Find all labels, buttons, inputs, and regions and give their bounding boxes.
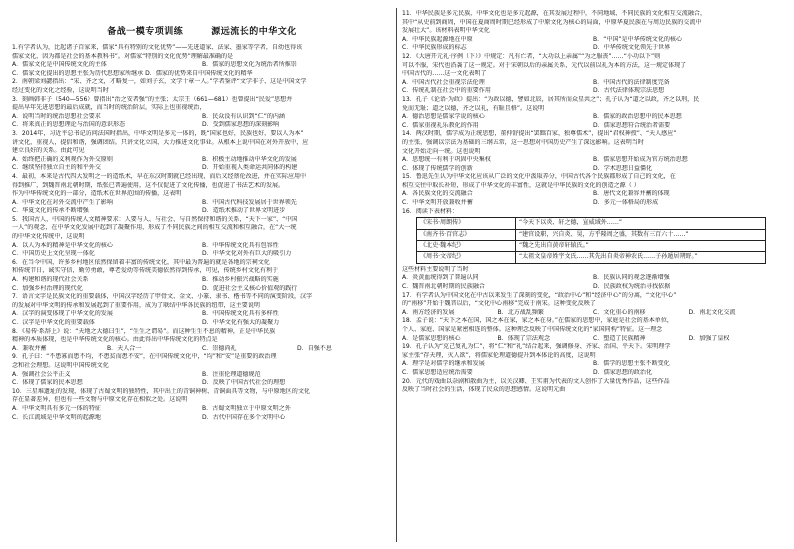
option-row	[12, 242, 392, 251]
question-line: 一人”的观念，在中华文化发展中起到了凝聚作用，形成了不同民族之间的相互交流和相互融合，在“大一统	[12, 224, 297, 232]
answer-option: B．“中国”是中华传统文化的核心	[593, 35, 683, 43]
option-row	[12, 250, 392, 259]
answer-option: C．崇德尚礼	[202, 344, 237, 352]
question-line: C．儒家文化提出的思想主张为历代思想家所继承 D．儒家的优势来自中国传统文化的精华	[12, 69, 253, 77]
question-line: 提出早年先进思想的最后成就，而当时的统治阶层，实际上也重视统治，	[12, 104, 206, 112]
answer-option: D．古代法律体现宗法思想	[593, 87, 665, 95]
question-line: 1.有学者认为，比起诸子百家来，儒家“具有特别的文化优势”——先进道家、法家、墨家等学者，自幼也得该	[12, 44, 303, 51]
question-line: 的中华文化传统中，这说明	[12, 233, 85, 241]
answer-option: B．中国古代科技发展居于世界领先	[202, 198, 297, 206]
table-row	[417, 229, 766, 240]
question-line: 其中“从史前到商周，中国在夏商周时期已经形成了中原文化为核心的局面，中原华夏民族在与周边民族的交流中	[402, 18, 702, 26]
option-row	[402, 122, 784, 131]
answer-option: B．体现了宗法观念	[497, 334, 551, 342]
answer-option: B．积极主动地推动中华文化的发展	[202, 155, 297, 163]
question-line: 的发展对中华文明的传承和发展起到了重要作用，成为了联结中华各民族的纽带，这主要说明	[12, 301, 260, 309]
answer-option: A．德治思想是儒家学说的核心	[402, 113, 485, 121]
answer-option: C．汉字是中华文化的重要载体	[12, 319, 95, 326]
question-line: 6．在当今中国，许多乡村地区依然保留着丰富的传统文化，其中最为普遍的就是各地的宗祠文化	[12, 258, 270, 266]
answer-option: A．构建和谐的现代社会关系	[12, 276, 89, 284]
question-line: 可以不服，宋代也沿袭了这一规定。对于宋朝以后的亲属关系，元代以前以礼为本的方法，这一规定体现了	[402, 61, 687, 69]
title-sub: 源远流长的中华文化	[211, 27, 297, 37]
source-title-cell: 《北史·魏本纪》	[417, 241, 516, 252]
answer-option: C．塑造了民族精神	[593, 334, 646, 342]
option-row	[402, 283, 784, 292]
source-quote-cell: “太祖文皇帝姓宇文氏……其先出自炎帝神农氏……子孙遁居朔野。”	[516, 252, 766, 263]
question-line: 2．南朝梁刘勰指出：“宋、齐之文，才略复一，如刘子玄，文学十章一人。”学者鉴评“文学非子、这是中国文学	[12, 78, 307, 86]
answer-option: C．加强乡村治理的现代化	[12, 284, 83, 292]
source-title-cell: 《南齐书·百官志》	[417, 229, 516, 240]
answer-option: C．中华文明开放兼收并蓄	[402, 199, 473, 207]
answer-option: B．中国古代的法律制度完备	[593, 78, 670, 86]
option-row	[12, 379, 392, 388]
answer-option: B．儒家的思想文化为统治者所推崇	[202, 61, 297, 69]
question-line: 3．刻画韩非子（540—556）曾指出“治之安者强”的主张；太宗王（661—681）也曾提出“民爱”思想并	[12, 95, 293, 103]
answer-option: A．儒家文化是中国传统文化的主体	[12, 61, 107, 69]
answer-option: A．中华文明具有多元一体的特征	[12, 404, 101, 412]
question-line: 免而无耻；道之以德，齐之以礼，有耻且格”。这说明	[402, 104, 545, 112]
question-line: 文化开始走向一统。这也说明	[402, 147, 481, 155]
option-row	[402, 87, 784, 96]
answer-option: B．推动乡村振兴战略的实施	[202, 276, 279, 284]
answer-option: D．中华文化有强大的凝聚力	[202, 319, 280, 326]
answer-option: B．唐代文化兼容并蓄的体现	[593, 190, 670, 198]
left-column	[12, 10, 392, 422]
table-row	[417, 241, 766, 252]
page-title	[12, 26, 392, 38]
question-line: 和传统节日，诚实守信，勤劳勇敢，尊老爱幼等传统美德依然得到传承，可见，传统乡村文化有利于	[12, 267, 279, 275]
option-row	[12, 414, 392, 423]
question-line: 11．中华民族是多元民族，中华文化也是多元起源，在其发展过程中，不同地域、不同民族的文化相互交流融合，	[402, 10, 706, 17]
option-row	[12, 310, 392, 319]
option-row	[402, 36, 784, 45]
answer-option: B．中国传统文化具有多样性	[202, 310, 279, 318]
answer-option: D．中华传统文化领先于世界	[593, 44, 671, 52]
question-line: 念和社会理想。这说明中国传统文化	[12, 361, 109, 369]
answer-option: C．中国历史上文化呈现一体化	[12, 250, 95, 258]
option-row	[12, 345, 392, 354]
question-line: 15．鲁迅先生认为中华文化应该从广泛的文化中汲取养分，中国古代各个民族都形成了自己的文化，在	[402, 173, 676, 181]
question-line: 12．《大唐开元礼·序例（下）》中规定：凡有亡者，“大功以上亲属”“为之服丧”……“小功以下”则	[402, 52, 661, 60]
answer-option: D．儒家思想符合统治者需要	[593, 121, 671, 129]
answer-option: D．受到儒家思想的深刻影响	[202, 121, 280, 129]
answer-option: D．自强不息	[297, 344, 332, 352]
option-row	[12, 121, 392, 130]
answer-option: B．儒家的政治思想中的民本思想	[593, 113, 682, 121]
answer-option: C．长江流域是中华文明的起源地	[12, 413, 101, 421]
option-row	[402, 309, 784, 318]
question-line: 的“南移”开始于魏晋以后，“文化中心南移”完成于南宋。这种变化反映了	[402, 300, 596, 308]
answer-option: A．南方经济的发展	[402, 308, 455, 316]
answer-option: A．以人为本的精神是中华文化的核心	[12, 241, 113, 249]
source-quote-cell: “建官设职，兴自炎、昊，方乎隆周之盛，其数有三百六十……”	[516, 229, 766, 240]
option-row	[12, 164, 392, 173]
question-line: 17．有学者认为中国文化在中古以来发生了深刻的变化，“政治中心”和“经济中心”的分离，“文化中心”	[402, 291, 677, 299]
question-line: 相互交往中取长补短，形成了中华文化的丰富性，这就是中华民族的文化的创造之源（ ）	[402, 181, 640, 189]
question-line: 8．《易传·系辞上》说：“天地之大德曰生”，“生生之谓易”。而这种生生不息的精神，正是中华民族	[12, 327, 276, 335]
answer-option: A．中华文化在对外交流中产生了影响	[12, 198, 113, 206]
option-row	[12, 207, 392, 216]
option-row	[402, 190, 784, 199]
option-row	[12, 405, 392, 414]
question-line: 14．两汉时期，儒学成为正统思想，董仲舒提出“罢黜百家，独尊儒术”，提出“君权神授”、“天人感应”	[402, 130, 677, 138]
answer-option: B．古蜀文明独立于中原文明之外	[202, 404, 291, 412]
answer-option: A．理学是对儒学的继承和发展	[402, 360, 485, 368]
answer-option: D．南北文化交流	[688, 308, 736, 316]
answer-option: A．说明当时的统治思想社会要求	[12, 112, 101, 120]
question-line: 儒家文化，因为都是社会的基本教科书”。对儒家“特别的文化优势”理解最准确的是	[12, 52, 234, 60]
source-quote-cell: “今天下以炎、轩之德，宣威域外……”	[516, 218, 766, 229]
column-divider	[396, 8, 397, 542]
answer-option: A．始终把正确的义利观作为外交原则	[12, 155, 113, 163]
question-line: 5．我国古人，中国的传统人文精神要求：人要与人、与社会、与自然保持和谐的关系，“天下一家”、“中国	[12, 215, 298, 223]
option-row	[12, 61, 392, 70]
answer-option: B．北方战乱频繁	[497, 308, 544, 316]
answer-option: D．加强了皇权	[688, 334, 730, 342]
answer-option: C．儒家重视礼乐教化的作用	[402, 121, 479, 129]
answer-option: C．魏晋南北朝时期的民族融合	[402, 283, 485, 291]
answer-option: D．学术思想日益僵化	[593, 164, 653, 172]
question-line: 家主张“存天理，灭人欲”，将儒家伦理道德提升到本体论的高度，这说明	[402, 351, 596, 359]
answer-option: B．天人合一	[107, 344, 142, 352]
answer-option: C．传统礼制在社会中的重要作用	[402, 87, 491, 95]
answer-option: C．文化重心的南移	[593, 308, 646, 316]
answer-option: A．中华民族起源地在中原	[402, 35, 473, 43]
answer-option: A．中国古代社会重视宗法伦理	[402, 78, 485, 86]
table-row	[417, 218, 766, 229]
option-row	[12, 199, 392, 208]
question-line: 中国古代的……这一文化表明了	[402, 70, 487, 78]
option-row	[12, 156, 392, 165]
title-main: 备战一模专项训练	[107, 27, 184, 37]
answer-option: D．中华文化对外有巨大的吸引力	[202, 250, 292, 258]
answer-option: D．开始重视人类命运共同体的构建	[202, 164, 298, 172]
question-line: 发展壮大”。该材料表明中华文化	[402, 27, 490, 35]
table-row	[417, 252, 766, 263]
option-row	[402, 360, 784, 369]
right-column	[402, 10, 784, 395]
answer-option: B．民众没有认识到“仁”的内涵	[202, 112, 285, 120]
question-line: 7．语言文字是民族文化的重要载体，中国汉字经历了甲骨文、金文、小篆、隶书、楷书等不同的演变阶段，汉字	[12, 293, 313, 301]
answer-option: C．中华民族形成的标志	[402, 44, 467, 52]
question-line: 讲文化，重视人，提倡和谐，强调团结。只讲文化立国，大力推进文化事业。从根本上说中国在对外开放中，应	[12, 138, 309, 146]
answer-option: D．多元一体格局的形成	[593, 199, 659, 207]
answer-option: D．儒家思想的政治化	[593, 369, 653, 376]
answer-option: A．思想统一有利于巩固中央集权	[402, 156, 491, 164]
answer-option: C．将来真正的思想理论与治国的意识形态	[12, 121, 126, 129]
question-line: 18．孟子说：“天下之本在国，国之本在家，家之本在身。”在儒家的思想中，家庭是社会的基本单位，	[402, 317, 673, 325]
option-row	[12, 285, 392, 294]
source-title-cell: 《宋书·周朗传》	[417, 218, 516, 229]
question-line: 作为中华传统文化的一部分，造纸术在世界范围的传播，这表明	[12, 190, 182, 198]
answer-option: A．是儒家思想的核心	[402, 334, 461, 342]
option-row	[402, 274, 784, 283]
answer-option: D．古代中国存在多个文明中心	[202, 413, 286, 421]
answer-option: B．中华传统文化具有包容性	[202, 241, 279, 249]
answer-option: C．儒家思想适应统治需要	[402, 369, 473, 376]
option-row	[402, 369, 784, 378]
option-row	[402, 44, 784, 53]
answer-option: D．促进社会主义核心价值观的践行	[202, 284, 298, 292]
source-title-cell: 《周书·文帝纪》	[417, 252, 516, 263]
question-line: 这些材料主要说明了当时	[402, 265, 469, 273]
question-line: 3．2014年，习近平总书记访问法国时指出，中华文明是多元一体的，既“国家也好，民族也好，要以人为本”	[12, 129, 304, 137]
option-row	[402, 113, 784, 122]
option-row	[402, 79, 784, 88]
option-row	[402, 165, 784, 174]
question-line: 反映了当时社会的生活，体现了民众的思想感情。这说明元曲	[402, 386, 566, 394]
answer-option: D．造纸术推动了世界文明进步	[202, 207, 286, 215]
question-line: 19．孔子认为“克己复礼为仁”，将“仁”和“礼”结合起来，强调修身、齐家、治国、平天下。宋明理学	[402, 343, 671, 351]
answer-option: B．注重伦理道德规范	[202, 370, 261, 378]
answer-option: D．民族政权为统治寻找依据	[593, 283, 671, 291]
answer-option: C．华夏文化的传承不断增强	[12, 207, 89, 215]
option-row	[402, 199, 784, 208]
answer-option: D．反映了中国古代社会的理想	[202, 379, 286, 387]
question-line: 存在显著差异，但也有一些文物与中原文化存在相似之处。这说明	[12, 396, 188, 404]
option-row	[402, 156, 784, 165]
answer-option: B．民族认同的观念逐渐增强	[593, 274, 670, 282]
question-line: 的主张，强调以宗法为基础的三纲五常，这一思想对中国历史产生了深远影响。这表明当时	[402, 138, 644, 146]
question-line: 10．三星堆遗址的发现，体现了古蜀文明的独特性，其中出土的青铜神树、青铜面具等文物，与中原地区的文化	[12, 387, 310, 395]
answer-option: C．继续坚持独立自主的和平外交	[12, 164, 101, 172]
option-row	[12, 113, 392, 122]
question-line: 得到推广，到魏晋南北朝时期，纸张已普遍使用，这不仅促进了文化传播，也促进了书法艺术的发展。	[12, 181, 285, 189]
option-row	[12, 319, 392, 328]
question-line: 经过变化的文化之经验，这说明当时	[12, 86, 109, 94]
question-line: 16．阅读下表材料：	[402, 207, 459, 215]
option-row	[12, 276, 392, 285]
source-quote-cell: “魏之先出自黄帝轩辕氏。”	[516, 241, 766, 252]
answer-option: C．体现了传统儒学的创新	[402, 164, 473, 172]
question-line: 精神的本质体现，也是中华传统文化的核心。由此得出中华传统文化的特点是	[12, 336, 218, 344]
answer-option: B．儒家思想开始成为官方统治思想	[593, 156, 688, 164]
answer-option: A．强调社会公平正义	[12, 370, 71, 378]
answer-option: C．体现了儒家的民本思想	[12, 379, 83, 387]
option-row	[402, 335, 784, 344]
question-line: 20．元代的戏曲以杂剧和散曲为主，以关汉卿、王实甫为代表的文人创作了大量优秀作品，这些作品	[402, 377, 670, 385]
option-row	[12, 371, 392, 380]
answer-option: A．各民族文化的交流融合	[402, 190, 473, 198]
question-line: 建立良好的关系。由此可见	[12, 147, 85, 155]
question-line: 4．最初，本来是古代四大发明之一的造纸术，早在东汉时期就已经出现，而后又经蔡伦改进，并在实际应用中	[12, 172, 307, 180]
answer-option: A．炎黄血统得到了普遍认同	[402, 274, 479, 282]
source-table	[416, 217, 766, 264]
question-line: 9．孔子曰：“不患寡而患不均，不患贫而患不安”，在中国传统文化中，“均”和“安”是重要的政治理	[12, 353, 277, 361]
answer-option: A．兼收并蓄	[12, 344, 47, 352]
question-line: 个人、家庭、国家是紧密相连的整体。这种理念反映了中国传统文化的“家国同构”特征。这一理念	[402, 326, 663, 334]
answer-option: B．儒学的思想主张不断变化	[593, 360, 670, 368]
answer-option: A．汉字的演变体现了中华文化的发展	[12, 310, 113, 318]
question-line: 13．孔子《论语·为政》提出：“为政以德，譬如北辰，居其所而众星共之”；孔子认为“道之以政，齐之以刑，民	[402, 95, 700, 103]
